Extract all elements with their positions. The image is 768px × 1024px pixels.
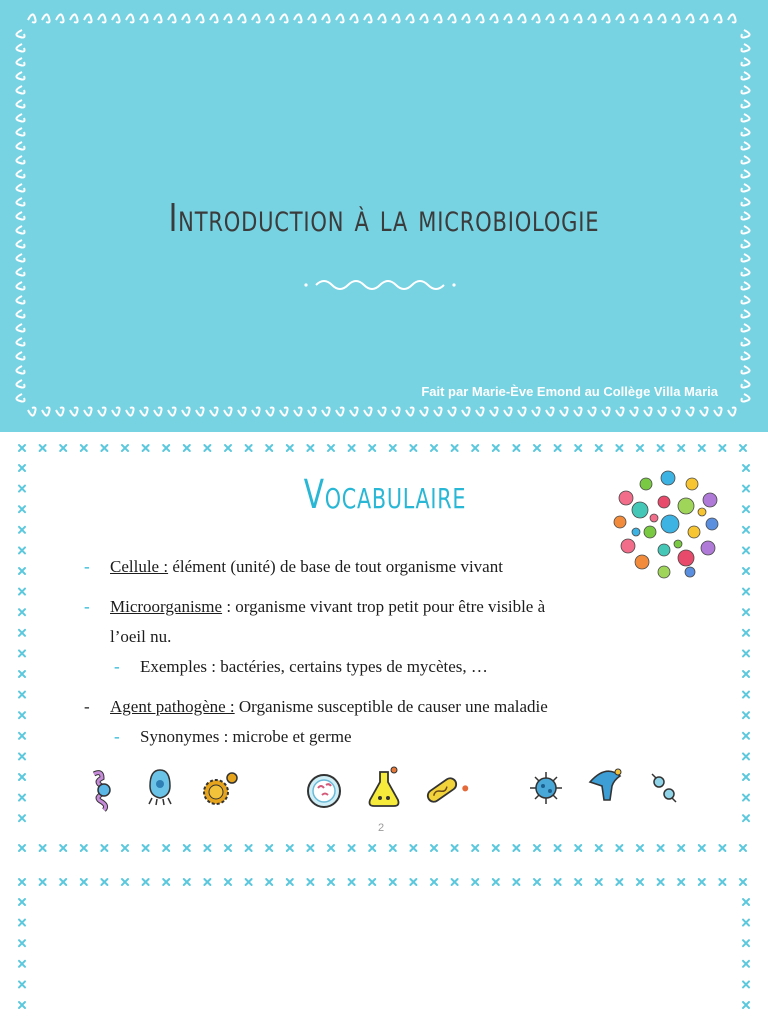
- bacillus-icon: [425, 772, 469, 812]
- microbe-cell: [661, 515, 679, 533]
- term-agent-pathogene: Agent pathogène :: [110, 697, 235, 716]
- flask-microbe-icon: [370, 767, 399, 806]
- microbe-cell: [674, 540, 682, 548]
- synonyms-text: Synonymes : microbe et germe: [140, 727, 352, 746]
- microbe-cell: [686, 478, 698, 490]
- virus-icon: [530, 772, 562, 804]
- sub-list-item: - Exemples : bactéries, certains types de mycètes, …: [114, 657, 488, 676]
- definition: : organisme vivant trop petit pour être visible à: [222, 597, 546, 616]
- microbe-cell: [632, 502, 648, 518]
- amoeba-icon: [149, 770, 171, 805]
- microbe-cell: [706, 518, 718, 530]
- microbe-cluster-icon: [606, 466, 730, 584]
- sub-list-item: - Synonymes : microbe et germe: [114, 727, 352, 746]
- next-slide-partial: [0, 862, 768, 1024]
- microbe-cell: [650, 514, 658, 522]
- petri-dish-icon: [308, 775, 340, 807]
- title-slide: [0, 0, 768, 432]
- microbe-cell: [658, 496, 670, 508]
- page-number: 2: [378, 822, 385, 834]
- term-microorganisme: Microorganisme: [110, 597, 223, 616]
- microbe-cell: [658, 566, 670, 578]
- list-item: - Cellule : élément (unité) de base de tout organisme vivant: [84, 557, 503, 576]
- microbe-cell: [614, 516, 626, 528]
- microbe-cell: [644, 526, 656, 538]
- microbe-cluster: [614, 471, 718, 578]
- microbe-cell: [698, 508, 706, 516]
- worm-microbe-icon: [94, 773, 110, 810]
- definition: élément (unité) de base de tout organisme vivant: [168, 557, 503, 576]
- slide-title: Vocabulaire: [303, 472, 467, 518]
- microbe-cell: [688, 526, 700, 538]
- microbe-cell: [640, 478, 652, 490]
- examples-text: Exemples : bactéries, certains types de mycètes, …: [140, 657, 488, 676]
- microbe-cell: [635, 555, 649, 569]
- author-credit: Fait par Marie-Ève Emond au Collège Villa Maria: [421, 384, 718, 399]
- microbe-cell: [661, 471, 675, 485]
- microbe-cell: [703, 493, 717, 507]
- list-item: - Agent pathogène : Organisme susceptible de causer une maladie: [84, 697, 548, 716]
- microbe-cell: [701, 541, 715, 555]
- diplococcus-icon: [652, 774, 676, 802]
- fungus-icon: [590, 769, 621, 800]
- sun-virus-icon: [204, 773, 237, 804]
- microbe-cell: [678, 550, 694, 566]
- microbe-cell: [678, 498, 694, 514]
- term-cellule: Cellule :: [110, 557, 169, 576]
- microbe-cell: [632, 528, 640, 536]
- microbe-cell: [685, 567, 695, 577]
- microbe-cell: [658, 544, 670, 556]
- presentation-title: Introduction à la microbiologie: [168, 196, 600, 240]
- microbe-cell: [619, 491, 633, 505]
- definition: Organisme susceptible de causer une maladie: [234, 697, 548, 716]
- microbe-cell: [621, 539, 635, 553]
- cross-border-decoration: [0, 862, 768, 1024]
- squiggle-divider: [302, 275, 466, 295]
- definition-continued: l’oeil nu.: [110, 627, 172, 646]
- list-item: - Microorganisme : organisme vivant trop petit pour être visible à l’oeil nu.: [84, 597, 546, 646]
